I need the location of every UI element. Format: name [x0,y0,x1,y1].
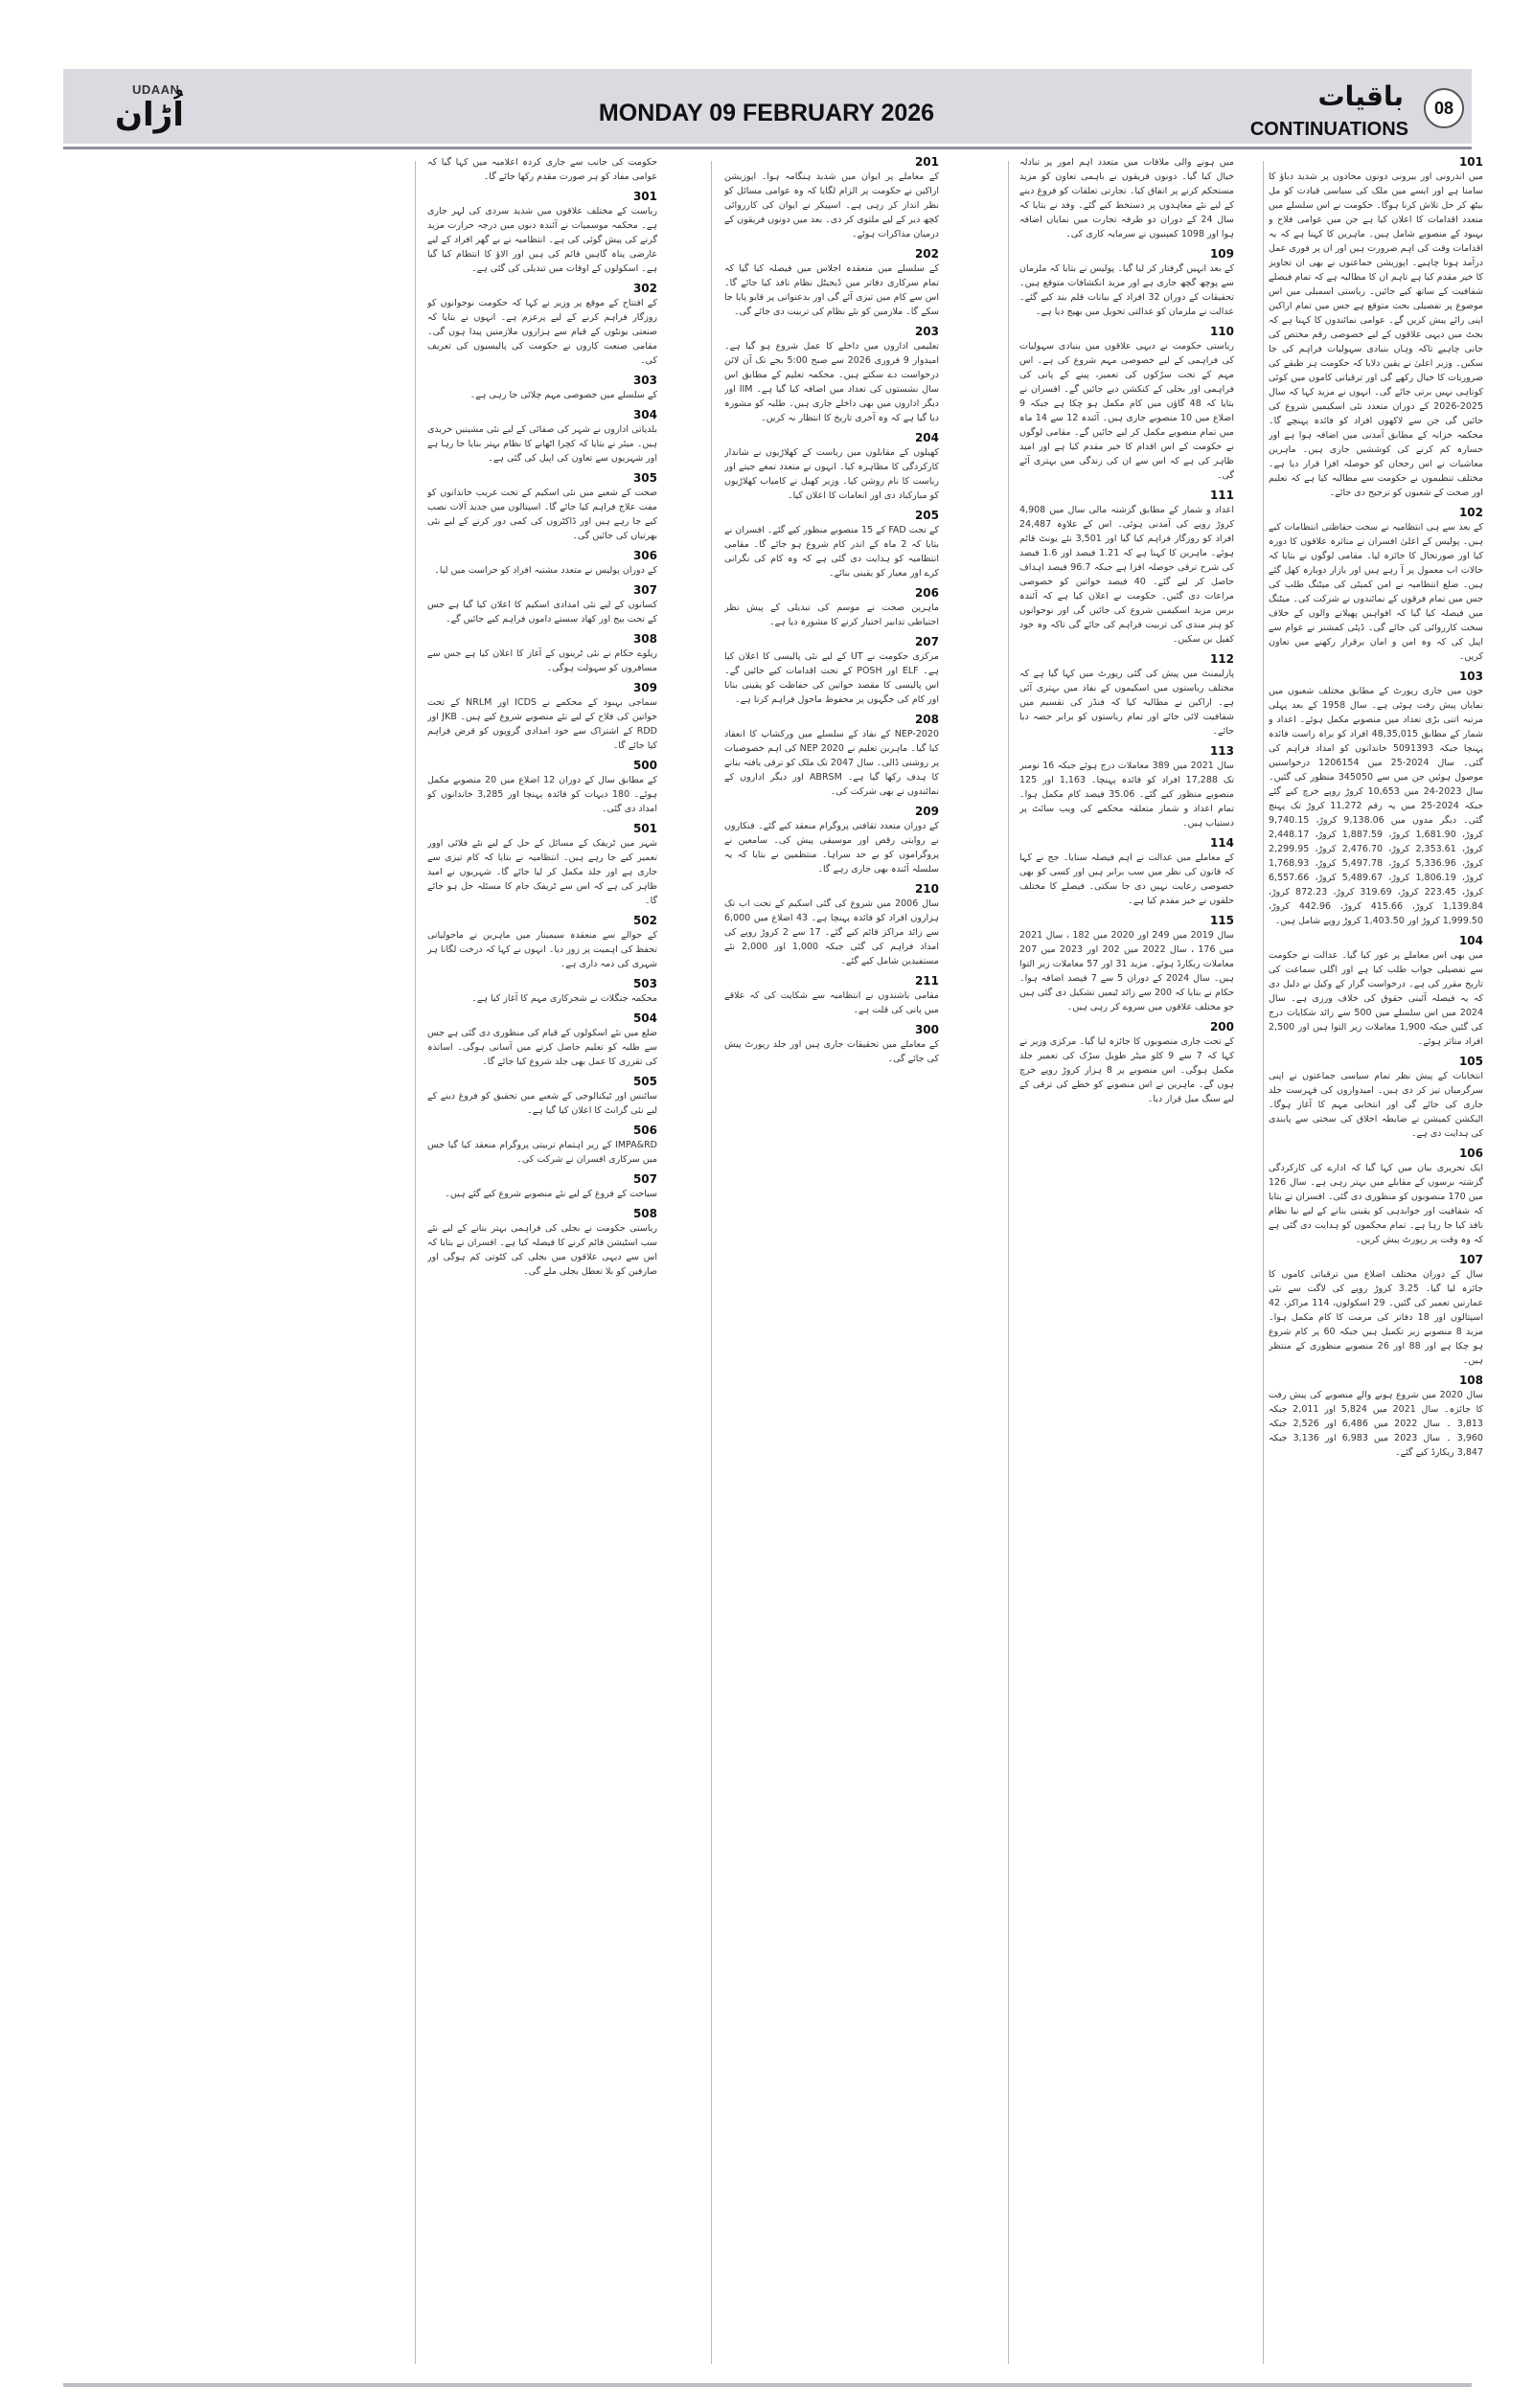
section-title: CONTINUATIONS [1249,119,1408,140]
article-number: 211 [914,974,939,988]
article-text: ماہرین صحت نے موسم کی تبدیلی کے پیش نظر احتیاطی تدابیر اختیار کرنے کا مشورہ دیا ہے۔ [724,602,939,627]
article-502 [427,914,657,971]
article-number: 106 [1458,1147,1483,1160]
article-105 [1269,1055,1483,1141]
column-1 [1269,153,1483,2375]
section-title-urdu: باقیات [1317,80,1404,112]
article-112 [1019,652,1234,738]
article-206 [724,586,939,629]
article-number: 508 [632,1207,657,1220]
article-number: 309 [632,681,657,694]
article-number: 113 [1209,744,1234,758]
article-number: 307 [632,583,657,597]
article-number: 104 [1458,934,1483,947]
article-number: 115 [1209,914,1234,927]
article-text: کے حوالے سے منعقدہ سیمینار میں ماہرین نے ماحولیاتی تحفظ کی اہمیت پر زور دیا۔ انہوں نے کہا کہ درخت لگانا ہر شہری کی ذمہ داری ہے۔ [427,930,657,969]
article-text: کے سلسلے میں خصوصی مہم چلائی جا رہی ہے۔ [469,390,657,400]
article-103 [1269,670,1483,928]
article-text: بلدیاتی اداروں نے شہر کی صفائی کے لیے نئی مشینیں خریدی ہیں۔ میئر نے بتایا کہ کچرا اٹھانے کا نظام بہتر بنایا جا رہا ہے اور شہریوں سے تعاون کی اپیل کی گئی ہے۔ [427,424,657,464]
column-5 [73,153,399,2375]
article-309 [427,681,657,753]
article-text: تعلیمی اداروں میں داخلے کا عمل شروع ہو گیا ہے۔ امیدوار 9 فروری 2026 سے صبح 5:00 بجے تک آن لائن درخواست دے سکتے ہیں۔ محکمہ تعلیم کے مطابق اس سال نشستوں کی تعداد میں اضافہ کیا گیا ہے۔ IIM اور دیگر اداروں میں بھی داخلے جاری ہیں۔ طلبہ کو مشورہ دیا گیا ہے کہ وہ آخری تاریخ کا انتظار نہ کریں۔ [724,341,939,423]
article-504 [427,1011,657,1069]
article-104 [1269,934,1483,1049]
article-number: 210 [914,882,939,896]
article-number: 108 [1458,1374,1483,1387]
article-number: 306 [632,549,657,562]
article-text: کے تحت FAD کے 15 منصوبے منظور کیے گئے۔ افسران نے بتایا کہ 2 ماہ کے اندر کام شروع ہو جائے گا۔ مقامی انتظامیہ کو ہدایت دی گئی ہے کہ وہ کام کی نگرانی کرے اور معیار کو یقینی بنائے۔ [724,525,939,579]
article-500 [427,759,657,816]
article-text: کے دوران پولیس نے متعدد مشتبہ افراد کو حراست میں لیا۔ [434,565,657,576]
article-text: شہر میں ٹریفک کے مسائل کے حل کے لیے نئے فلائی اوور تعمیر کیے جا رہے ہیں۔ انتظامیہ نے بتایا کہ کام تیزی سے جاری ہے اور جلد مکمل کر لیا جائے گا۔ شہریوں نے امید ظاہر کی ہے کہ اس سے ٹریفک جام کا مسئلہ حل ہو جائے گا۔ [427,838,657,906]
article-number: 301 [632,190,657,203]
article-506 [427,1124,657,1167]
article-text: کے بعد سے ہی انتظامیہ نے سخت حفاظتی انتظامات کیے ہیں۔ پولیس کے اعلیٰ افسران نے متاثرہ علاقوں کا دورہ کیا اور صورتحال کا جائزہ لیا۔ مقامی لوگوں نے بتایا کہ حالات اب معمول پر آ رہے ہیں اور بازار دوبارہ کھل گئے ہیں۔ ضلع انتظامیہ نے امن کمیٹی کی میٹنگ طلب کی جس میں تمام فرقوں کے نمائندوں نے شرکت کی۔ میٹنگ میں فیصلہ کیا گیا کہ افواہیں پھیلانے والوں کے خلاف سخت کارروائی کی جائے گی۔ ڈپٹی کمشنر نے عوام سے اپیل کی کہ وہ امن و امان برقرار رکھنے میں تعاون کریں۔ [1269,522,1483,662]
article-107 [1269,1253,1483,1368]
article-204 [724,431,939,503]
article-text: انتخابات کے پیش نظر تمام سیاسی جماعتوں نے اپنی سرگرمیاں تیز کر دی ہیں۔ امیدواروں کی فہرست جلد جاری کی جائے گی اور انتخابی مہم کا آغاز ہوگا۔ الیکشن کمیشن نے ضابطہ اخلاق کی سختی سے پابندی کی ہدایت دی ہے۔ [1269,1071,1483,1139]
logo-urdu: اُڑان [115,96,184,134]
article-106 [1269,1147,1483,1247]
article-number: 203 [914,325,939,338]
article-number: 205 [914,509,939,522]
article-number: 201 [914,155,939,169]
article-number: 305 [632,471,657,485]
article-text: سال 2006 میں شروع کی گئی اسکیم کے تحت اب تک ہزاروں افراد کو فائدہ پہنچا ہے۔ 43 اضلاع میں 6,000 سے زائد مراکز قائم کیے گئے۔ 17 سے 2 کروڑ روپے کی امداد فراہم کی گئی جبکہ 1,000 اور 2,000 نئے مستفیدین شامل کیے گئے۔ [724,898,939,966]
article-number: 110 [1209,325,1234,338]
article-203 [724,325,939,425]
article-text: میں اندرونی اور بیرونی دونوں محاذوں پر شدید دباؤ کا سامنا ہے اور ایسے میں ملک کی سیاسی قیادت کو مل بیٹھ کر حل تلاش کرنا ہوگا۔ حکومت نے اس سلسلے میں متعدد اقدامات کا اعلان کیا ہے جن میں عوامی فلاح و بہبود کے منصوبے شامل ہیں۔ ماہرین کا کہنا ہے کہ یہ اقدامات وقت کی اہم ضرورت ہیں اور ان پر فوری عمل درآمد ہونا چاہیے۔ اپوزیشن جماعتوں نے بھی ان تجاویز کا خیر مقدم کیا ہے تاہم ان کا مطالبہ ہے کہ تمام فیصلے شفافیت کے ساتھ کیے جائیں۔ ریاستی اسمبلی میں اس موضوع پر تفصیلی بحث متوقع ہے جس میں تمام اراکین اپنی رائے پیش کریں گے۔ عوامی نمائندوں کا کہنا ہے کہ بجٹ میں دیہی علاقوں کے لیے خصوصی رقم مختص کی جانی چاہیے تاکہ وہاں بنیادی سہولیات فراہم کی جا سکیں۔ وزیر اعلیٰ نے یقین دلایا کہ حکومت ہر طبقے کی ضروریات کا خیال رکھے گی اور ترقیاتی کاموں میں کوئی کوتاہی نہیں برتی جائے گی۔ انہوں نے مزید کہا کہ سال 2025-2026 کے دوران متعدد نئی اسکیمیں شروع کی جائیں گی جن سے لاکھوں افراد کو فائدہ پہنچے گا۔ محکمہ خزانہ کے مطابق آمدنی میں اضافہ ہوا ہے اور خسارہ کم کرنے کی کوششیں جاری ہیں۔ ماہرین معاشیات نے اس رجحان کو حوصلہ افزا قرار دیا ہے۔ مختلف تنظیموں نے حکومت سے مطالبہ کیا ہے کہ تعلیم اور صحت کے شعبوں کو ترجیح دی جائے۔ [1269,171,1483,498]
article-text: ایک تحریری بیان میں کہا گیا کہ ادارے کی کارکردگی گزشتہ برسوں کے مقابلے میں بہتر رہی ہے۔ سال 126 میں 170 منصوبوں کو منظوری دی گئی۔ افسران نے بتایا کہ شفافیت اور جوابدہی کو یقینی بنانے کے لیے نیا نظام نافذ کیا جا رہا ہے۔ تمام محکموں کو ہدایت دی گئی ہے کہ وہ وقت پر رپورٹ پیش کریں۔ [1269,1163,1483,1245]
issue-date: MONDAY 09 FEBRUARY 2026 [598,100,935,126]
article-number: 200 [1209,1020,1234,1034]
article-text: میں ہونے والی ملاقات میں متعدد اہم امور پر تبادلہ خیال کیا گیا۔ دونوں فریقوں نے باہمی تعاون کو مزید مستحکم کرنے پر اتفاق کیا۔ تجارتی تعلقات کو فروغ دینے کے لیے نئے معاہدوں پر دستخط کیے گئے۔ وفد نے بتایا کہ سال 24 کے دوران دو طرفہ تجارت میں نمایاں اضافہ ہوا اور 1098 کمپنیوں نے سرمایہ کاری کی۔ [1019,157,1234,239]
footer-rule [63,2383,1472,2387]
page-number-badge: 08 [1424,88,1464,128]
article-text: کے افتتاح کے موقع پر وزیر نے کہا کہ حکومت نوجوانوں کو روزگار فراہم کرنے کے لیے پرعزم ہے۔ انہوں نے بتایا کہ صنعتی یونٹوں کے قیام سے ہزاروں ملازمتیں پیدا ہوں گی۔ مقامی صنعت کاروں نے حکومت کی پالیسیوں کی تعریف کی۔ [427,298,657,366]
article-200 [1019,1020,1234,1106]
article-text: سیاحت کے فروغ کے لیے نئے منصوبے شروع کیے گئے ہیں۔ [445,1189,657,1199]
article-text: کے بعد انہیں گرفتار کر لیا گیا۔ پولیس نے بتایا کہ ملزمان سے پوچھ گچھ جاری ہے اور مزید انکشافات متوقع ہیں۔ تحقیقات کے دوران 32 افراد کے بیانات قلم بند کیے گئے۔ عدالت نے ملزمان کو عدالتی تحویل میں بھیج دیا ہے۔ [1019,263,1234,317]
article-number: 105 [1458,1055,1483,1068]
article-number: 202 [914,247,939,261]
article-text: کے سلسلے میں منعقدہ اجلاس میں فیصلہ کیا گیا کہ تمام سرکاری دفاتر میں ڈیجیٹل نظام نافذ کیا جائے گا۔ اس سے کام میں تیزی آئے گی اور بدعنوانی پر قابو پایا جا سکے گا۔ ملازمین کو نئے نظام کی تربیت دی جائے گی۔ [724,263,939,317]
column-4 [427,153,657,2375]
article-number: 303 [632,374,657,387]
article-number: 111 [1209,488,1234,502]
article-508 [427,1207,657,1279]
article-210 [724,882,939,968]
article-text: ریلوے حکام نے نئی ٹرینوں کے آغاز کا اعلان کیا ہے جس سے مسافروں کو سہولت ہوگی۔ [427,648,657,673]
article-text: کے معاملے میں عدالت نے اہم فیصلہ سنایا۔ جج نے کہا کہ قانون کی نظر میں سب برابر ہیں اور کسی کو بھی خصوصی رعایت نہیں دی جا سکتی۔ فیصلے کا مختلف حلقوں نے خیر مقدم کیا ہے۔ [1019,852,1234,906]
article-207 [724,635,939,707]
article-text: جون میں جاری رپورٹ کے مطابق مختلف شعبوں میں نمایاں پیش رفت ہوئی ہے۔ سال 1958 کے بعد پہلی مرتبہ اتنی بڑی تعداد میں منصوبے مکمل ہوئے۔ اعداد و شمار کے مطابق 48,35,015 افراد کو براہ راست فائدہ پہنچا جبکہ 5091393 خاندانوں کو امداد فراہم کی گئی۔ سال 2024-25 میں 1206154 درخواستیں موصول ہوئیں جن میں سے 345050 منظور کی گئیں۔ سال 2023-24 میں 10,653 کروڑ روپے خرچ کیے گئے جبکہ 2024-25 میں یہ رقم 11,272 کروڑ تک پہنچ گئی۔ دیگر مدوں میں 9,138.06 کروڑ، 9,740.15 کروڑ، 1,681.90 کروڑ، 1,887.59 کروڑ، 2,448.17 کروڑ، 2,353.61 کروڑ، 2,476.70 کروڑ، 2,299.95 کروڑ، 5,336.96 کروڑ، 5,497.78 کروڑ، 1,768.93 کروڑ، 1,806.19 کروڑ، 5,489.67 کروڑ، 6,557.66 کروڑ، 223.45 کروڑ، 319.69 کروڑ، 872.23 کروڑ، 1,139.84 کروڑ، 415.66 کروڑ، 442.96 کروڑ، 1,999.50 کروڑ اور 1,403.50 کروڑ روپے شامل ہیں۔ [1269,686,1483,926]
article-102 [1269,506,1483,664]
article-308 [427,632,657,675]
article-300 [724,1023,939,1066]
article-text: اعداد و شمار کے مطابق گزشتہ مالی سال میں 4,908 کروڑ روپے کی آمدنی ہوئی۔ اس کے علاوہ 24,487 افراد کو روزگار فراہم کیا گیا اور 3,501 نئے یونٹ قائم ہوئے۔ ماہرین کا کہنا ہے کہ 1.21 فیصد اور 1.6 فیصد کی شرح ترقی حوصلہ افزا ہے جبکہ 96.7 فیصد اہداف حاصل کر لیے گئے۔ 40 فیصد خواتین کو خصوصی مراعات دی گئیں۔ حکومت نے اعلان کیا ہے کہ آئندہ برس مزید اسکیمیں شروع کی جائیں گی اور نوجوانوں کو ہنر مندی کی تربیت فراہم کی جائے گی تاکہ وہ خود کفیل بن سکیں۔ [1019,505,1234,645]
article-201 [724,155,939,241]
article-text: سال 2021 میں 389 معاملات درج ہوئے جبکہ 16 نومبر تک 17,288 افراد کو فائدہ پہنچا۔ 1,163 اور 125 منصوبے منظور کیے گئے۔ 35.06 فیصد کام مکمل ہوا۔ تمام اعداد و شمار متعلقہ محکمے کی ویب سائٹ پر دستیاب ہیں۔ [1019,761,1234,829]
article-text: کے معاملے پر ایوان میں شدید ہنگامہ ہوا۔ اپوزیشن اراکین نے حکومت پر الزام لگایا کہ وہ عوامی مسائل کو نظر انداز کر رہی ہے۔ اسپیکر نے ایوان کی کارروائی کچھ دیر کے لیے ملتوی کر دی۔ بعد میں دونوں فریقوں کے درمیان مذاکرات ہوئے۔ [724,171,939,239]
article-111 [1019,488,1234,647]
article-number: 206 [914,586,939,600]
article-number: 506 [632,1124,657,1137]
article-number: 500 [632,759,657,772]
article-continued [1019,155,1234,241]
column-2 [1019,153,1234,2375]
article-number: 102 [1458,506,1483,519]
article-number: 107 [1458,1253,1483,1266]
article-113 [1019,744,1234,830]
article-208 [724,713,939,799]
article-number: 101 [1458,155,1483,169]
article-number: 505 [632,1075,657,1088]
article-text: کے معاملے میں تحقیقات جاری ہیں اور جلد رپورٹ پیش کی جائے گی۔ [724,1039,939,1064]
column-3 [724,153,939,2375]
article-number: 109 [1209,247,1234,261]
article-text: صحت کے شعبے میں نئی اسکیم کے تحت غریب خاندانوں کو مفت علاج فراہم کیا جائے گا۔ اسپتالوں میں جدید آلات نصب کیے جا رہے ہیں اور ڈاکٹروں کی کمی دور کرنے کے لیے نئی بھرتیاں کی جائیں گی۔ [427,488,657,541]
article-209 [724,805,939,876]
article-number: 502 [632,914,657,927]
article-number: 114 [1209,836,1234,850]
continuations-columns [63,153,1483,2375]
article-number: 507 [632,1172,657,1186]
article-507 [427,1172,657,1201]
article-301 [427,190,657,276]
article-text: سائنس اور ٹیکنالوجی کے شعبے میں تحقیق کو فروغ دینے کے لیے نئی گرانٹ کا اعلان کیا گیا ہے۔ [427,1091,657,1116]
article-text: NEP-2020 کے نفاذ کے سلسلے میں ورکشاپ کا انعقاد کیا گیا۔ ماہرین تعلیم نے NEP 2020 کی اہم خصوصیات پر روشنی ڈالی۔ سال 2047 تک ملک کو ترقی یافتہ بنانے کا ہدف رکھا گیا ہے۔ ABRSM اور دیگر اداروں کے نمائندوں نے بھی شرکت کی۔ [724,729,939,797]
article-text: پارلیمنٹ میں پیش کی گئی رپورٹ میں کہا گیا ہے کہ مختلف ریاستوں میں اسکیموں کے نفاذ میں بہتری آئی ہے۔ اراکین نے مطالبہ کیا کہ فنڈز کی تقسیم میں شفافیت لائی جائے اور تمام ریاستوں کو برابر حصہ دیا جائے۔ [1019,669,1234,737]
article-text: میں بھی اس معاملے پر غور کیا گیا۔ عدالت نے حکومت سے تفصیلی جواب طلب کیا ہے اور اگلی سماعت کی تاریخ مقرر کی ہے۔ درخواست گزار کے وکیل نے دلیل دی کہ یہ فیصلہ آئینی حقوق کی خلاف ورزی ہے۔ سال 2024 میں اس سلسلے میں 500 سے زائد شکایات درج کی گئیں جبکہ 1,900 معاملات زیر التوا ہیں اور 2,500 افراد متاثر ہوئے۔ [1269,950,1483,1047]
article-303 [427,374,657,402]
article-text: سال 2019 میں 249 اور 2020 میں 182 ، سال 2021 میں 176 ، سال 2022 میں 202 اور 2023 میں 207 معاملات ریکارڈ ہوئے۔ مزید 31 اور 57 معاملات زیر التوا ہیں۔ سال 2024 کے دوران 5 سے 7 فیصد اضافہ ہوا۔ حکام نے بتایا کہ 200 سے زائد ٹیمیں تشکیل دی گئی ہیں جو مختلف علاقوں میں سروے کر رہی ہیں۔ [1019,930,1234,1012]
article-continued [427,155,657,184]
article-number: 207 [914,635,939,648]
article-211 [724,974,939,1017]
article-number: 112 [1209,652,1234,666]
article-115 [1019,914,1234,1014]
article-text: ریاست کے مختلف علاقوں میں شدید سردی کی لہر جاری ہے۔ محکمہ موسمیات نے آئندہ دنوں میں درجہ حرارت مزید گرنے کی پیش گوئی کی ہے۔ انتظامیہ نے بے گھر افراد کے لیے عارضی پناہ گاہیں قائم کی ہیں اور الاؤ کا انتظام کیا گیا ہے۔ اسکولوں کے اوقات میں تبدیلی کی گئی ہے۔ [427,206,657,274]
article-110 [1019,325,1234,483]
article-number: 300 [914,1023,939,1036]
article-304 [427,408,657,466]
article-text: کے تحت جاری منصوبوں کا جائزہ لیا گیا۔ مرکزی وزیر نے کہا کہ 7 سے 9 کلو میٹر طویل سڑک کی تعمیر جلد مکمل ہوگی۔ اس منصوبے پر 8 ہزار کروڑ روپے خرچ ہوں گے۔ ماہرین نے اس منصوبے کو خطے کی ترقی کے لیے سنگ میل قرار دیا۔ [1019,1036,1234,1104]
article-text: مرکزی حکومت نے UT کے لیے نئی پالیسی کا اعلان کیا ہے۔ ELF اور POSH کے تحت اقدامات کیے جائیں گے۔ اس پالیسی کا مقصد خواتین کی حفاظت کو یقینی بنانا اور کام کی جگہوں پر محفوظ ماحول فراہم کرنا ہے۔ [724,651,939,705]
article-number: 302 [632,282,657,295]
article-text: حکومت کی جانب سے جاری کردہ اعلامیہ میں کہا گیا کہ عوامی مفاد کو ہر صورت مقدم رکھا جائے گا۔ [427,157,657,182]
article-503 [427,977,657,1006]
article-text: کے مطابق سال کے دوران 12 اضلاع میں 20 منصوبے مکمل ہوئے۔ 180 دیہات کو فائدہ پہنچا اور 3,285 خاندانوں کو امداد دی گئی۔ [427,775,657,814]
article-202 [724,247,939,319]
article-text: کھیلوں کے مقابلوں میں ریاست کے کھلاڑیوں نے شاندار کارکردگی کا مظاہرہ کیا۔ انہوں نے متعدد تمغے جیتے اور ریاست کا نام روشن کیا۔ وزیر کھیل نے کامیاب کھلاڑیوں کو مبارکباد دی اور انعامات کا اعلان کیا۔ [724,447,939,501]
article-302 [427,282,657,368]
article-text: سال 2020 میں شروع ہونے والے منصوبے کی پیش رفت کا جائزہ۔ سال 2021 میں 5,824 اور 2,011 جبکہ 3,813 ۔ سال 2022 میں 6,486 اور 2,526 جبکہ 3,960 ۔ سال 2023 میں 6,983 اور 3,136 جبکہ 3,847 ریکارڈ کیے گئے۔ [1269,1390,1483,1458]
article-101 [1269,155,1483,500]
article-text: ریاستی حکومت نے بجلی کی فراہمی بہتر بنانے کے لیے نئے سب اسٹیشن قائم کرنے کا فیصلہ کیا ہے۔ افسران نے بتایا کہ اس سے دیہی علاقوں میں بجلی کی کٹوتی کم ہوگی اور صارفین کو بلا تعطل بجلی ملے گی۔ [427,1223,657,1277]
logo-latin: UDAAN [132,82,180,97]
article-text: کسانوں کے لیے نئی امدادی اسکیم کا اعلان کیا گیا ہے جس کے تحت بیج اور کھاد سستے داموں فراہم کیے جائیں گے۔ [427,600,657,625]
article-text: ریاستی حکومت نے دیہی علاقوں میں بنیادی سہولیات کی فراہمی کے لیے خصوصی مہم شروع کی ہے۔ اس مہم کے تحت سڑکوں کی تعمیر، پینے کے پانی کی فراہمی اور بجلی کے کنکشن دیے جائیں گے۔ افسران نے بتایا کہ 48 گاؤں میں کام مکمل ہو چکا ہے جبکہ 9 اضلاع میں 10 منصوبے جاری ہیں۔ آئندہ 12 سے 14 ماہ میں تمام منصوبے مکمل کر لیے جائیں گے۔ مقامی لوگوں نے حکومت کے اس اقدام کا خیر مقدم کیا ہے اور امید ظاہر کی ہے کہ اس سے ان کی زندگی میں بہتری آئے گی۔ [1019,341,1234,481]
article-number: 503 [632,977,657,990]
article-205 [724,509,939,580]
article-number: 501 [632,822,657,835]
article-number: 308 [632,632,657,646]
article-number: 504 [632,1011,657,1025]
article-number: 209 [914,805,939,818]
article-text: کے دوران متعدد ثقافتی پروگرام منعقد کیے گئے۔ فنکاروں نے روایتی رقص اور موسیقی پیش کی۔ سامعین نے پروگراموں کو بے حد سراہا۔ منتظمین نے بتایا کہ یہ سلسلہ آئندہ بھی جاری رہے گا۔ [724,821,939,875]
article-text: محکمہ جنگلات نے شجرکاری مہم کا آغاز کیا ہے۔ [471,993,657,1004]
article-505 [427,1075,657,1118]
article-108 [1269,1374,1483,1460]
article-text: مقامی باشندوں نے انتظامیہ سے شکایت کی کہ علاقے میں پانی کی قلت ہے۔ [724,990,939,1015]
article-text: IMPA&RD کے زیر اہتمام تربیتی پروگرام منعقد کیا گیا جس میں سرکاری افسران نے شرکت کی۔ [427,1140,657,1165]
article-text: ضلع میں نئے اسکولوں کے قیام کی منظوری دی گئی ہے جس سے طلبہ کو تعلیم حاصل کرنے میں آسانی ہوگی۔ اساتذہ کی تقرری کا عمل بھی جلد شروع کیا جائے گا۔ [427,1028,657,1067]
article-501 [427,822,657,908]
article-305 [427,471,657,543]
article-number: 208 [914,713,939,726]
article-number: 304 [632,408,657,421]
article-114 [1019,836,1234,908]
article-number: 103 [1458,670,1483,683]
article-306 [427,549,657,578]
article-text: سماجی بہبود کے محکمے نے ICDS اور NRLM کے تحت خواتین کی فلاح کے لیے نئے منصوبے شروع کیے ہیں۔ JKB اور RDD کے اشتراک سے خود امدادی گروپوں کو قرض فراہم کیا جائے گا۔ [427,697,657,751]
article-307 [427,583,657,626]
article-text: سال کے دوران مختلف اضلاع میں ترقیاتی کاموں کا جائزہ لیا گیا۔ 3.25 کروڑ روپے کی لاگت سے نئی عمارتیں تعمیر کی گئیں۔ 29 اسکولوں، 114 مراکز، 42 اسپتالوں اور 18 دفاتر کی مرمت کا کام مکمل ہوا۔ مزید 8 منصوبے زیر تکمیل ہیں جبکہ 60 پر کام شروع ہو چکا ہے اور 88 اور 26 منصوبے منظوری کے منتظر ہیں۔ [1269,1269,1483,1366]
article-109 [1019,247,1234,319]
article-number: 204 [914,431,939,444]
